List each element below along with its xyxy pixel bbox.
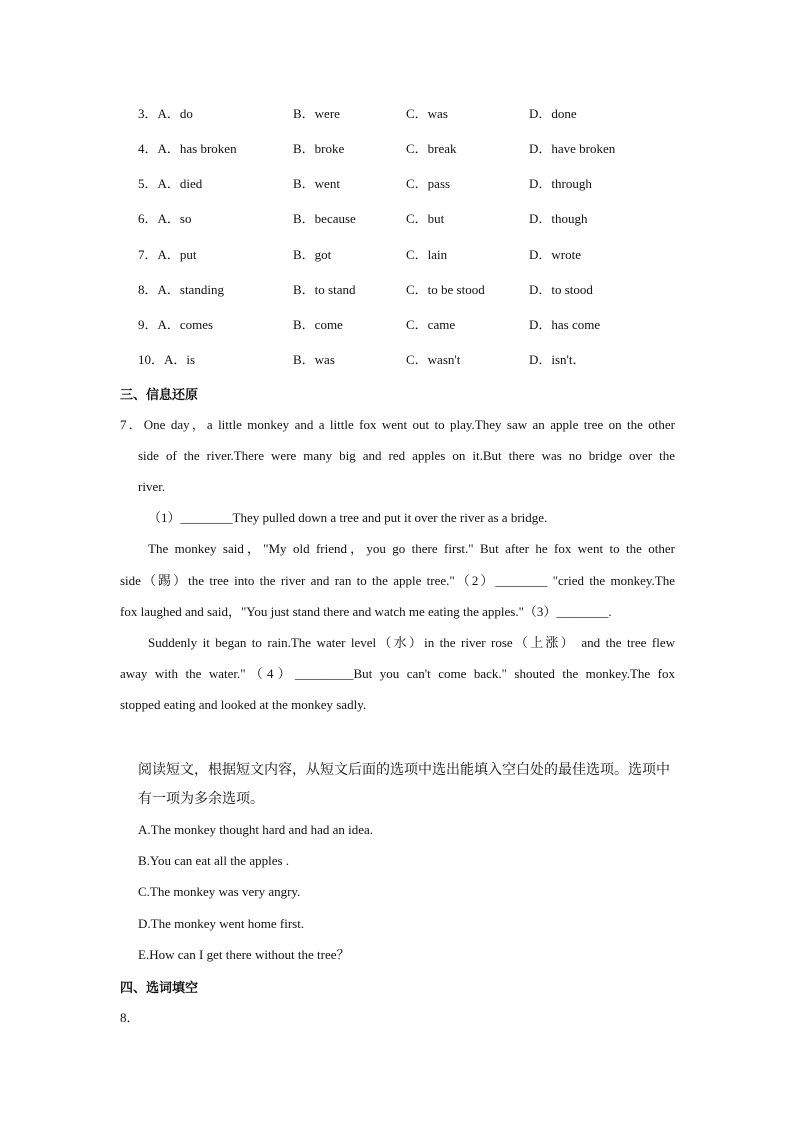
section-heading: 三、信息还原 [120, 388, 199, 403]
option-c: C．to be stood [406, 282, 485, 297]
option-d: D．have broken [529, 141, 616, 156]
option-c: C．came [406, 317, 456, 332]
option-c: C．was [406, 106, 448, 121]
instruction-text: 阅读短文，根据短文内容，从短文后面的选项中选出能填入空白处的最佳选项。选项中 [138, 762, 670, 778]
option-d: D．isn't． [529, 352, 586, 367]
question-text: 7．One day，a little monkey and a little fox went out to play.They saw an apple tree on the other [120, 417, 675, 432]
passage-line: The monkey said，"My old friend，you go there first." But after he fox went to the other [148, 541, 675, 556]
passage-line: Suddenly it began to rain.The water level（水）in the river rose（上涨） and the tree flew [148, 635, 675, 650]
option-a: 7．A．put [138, 247, 197, 262]
option-a: 3．A．do [138, 106, 193, 121]
option-row [0, 350, 794, 370]
answer-choice: D.The monkey went home first. [138, 916, 305, 931]
option-c: C．but [406, 211, 445, 226]
question-text: side of the river.There were many big and red apples on it.But there was no bridge over the [138, 448, 675, 463]
option-c: C．wasn't [406, 352, 461, 367]
option-d: D．to stood [529, 282, 593, 297]
option-b: B．went [293, 176, 340, 191]
option-d: D．done [529, 106, 577, 121]
option-row [0, 245, 794, 265]
option-a: 8．A．standing [138, 282, 224, 297]
answer-choice: B.You can eat all the apples . [138, 853, 290, 868]
passage-line: stopped eating and looked at the monkey sadly. [120, 697, 367, 712]
option-row [0, 139, 794, 159]
option-d: D．wrote [529, 247, 581, 262]
option-c: C．pass [406, 176, 451, 191]
option-row [0, 280, 794, 300]
passage-line: （1）________They pulled down a tree and put it over the river as a bridge. [148, 510, 548, 525]
instruction-text: 有一项为多余选项。 [138, 791, 264, 807]
option-a: 9．A．comes [138, 317, 214, 332]
option-c: C．lain [406, 247, 448, 262]
option-a: 10．A．is [138, 352, 196, 367]
option-c: C．break [406, 141, 457, 156]
option-a: 4．A．has broken [138, 141, 237, 156]
option-b: B．to stand [293, 282, 356, 297]
option-row [0, 174, 794, 194]
answer-choice: E.How can I get there without the tree？ [138, 947, 350, 962]
section-heading: 四、选词填空 [120, 981, 199, 996]
passage-line: fox laughed and said，"You just stand there and watch me eating the apples."（3）________. [120, 604, 612, 619]
option-b: B．come [293, 317, 343, 332]
option-b: B．were [293, 106, 340, 121]
question-text: river. [138, 479, 166, 494]
passage-line: side（踢）the tree into the river and ran to the apple tree."（2）________ "cried the monkey.The [120, 573, 675, 588]
option-row [0, 104, 794, 124]
option-b: B．broke [293, 141, 345, 156]
question-number: 8． [120, 1010, 140, 1025]
option-a: 5．A．died [138, 176, 203, 191]
option-a: 6．A．so [138, 211, 192, 226]
option-row [0, 209, 794, 229]
option-b: B．because [293, 211, 356, 226]
option-d: D．though [529, 211, 588, 226]
option-b: B．got [293, 247, 332, 262]
option-d: D．through [529, 176, 592, 191]
option-row [0, 315, 794, 335]
answer-choice: A.The monkey thought hard and had an idea. [138, 822, 374, 837]
option-d: D．has come [529, 317, 601, 332]
answer-choice: C.The monkey was very angry. [138, 884, 301, 899]
option-b: B．was [293, 352, 335, 367]
passage-line: away with the water."（4）_________But you can't come back." shouted the monkey.The fox [120, 666, 675, 681]
